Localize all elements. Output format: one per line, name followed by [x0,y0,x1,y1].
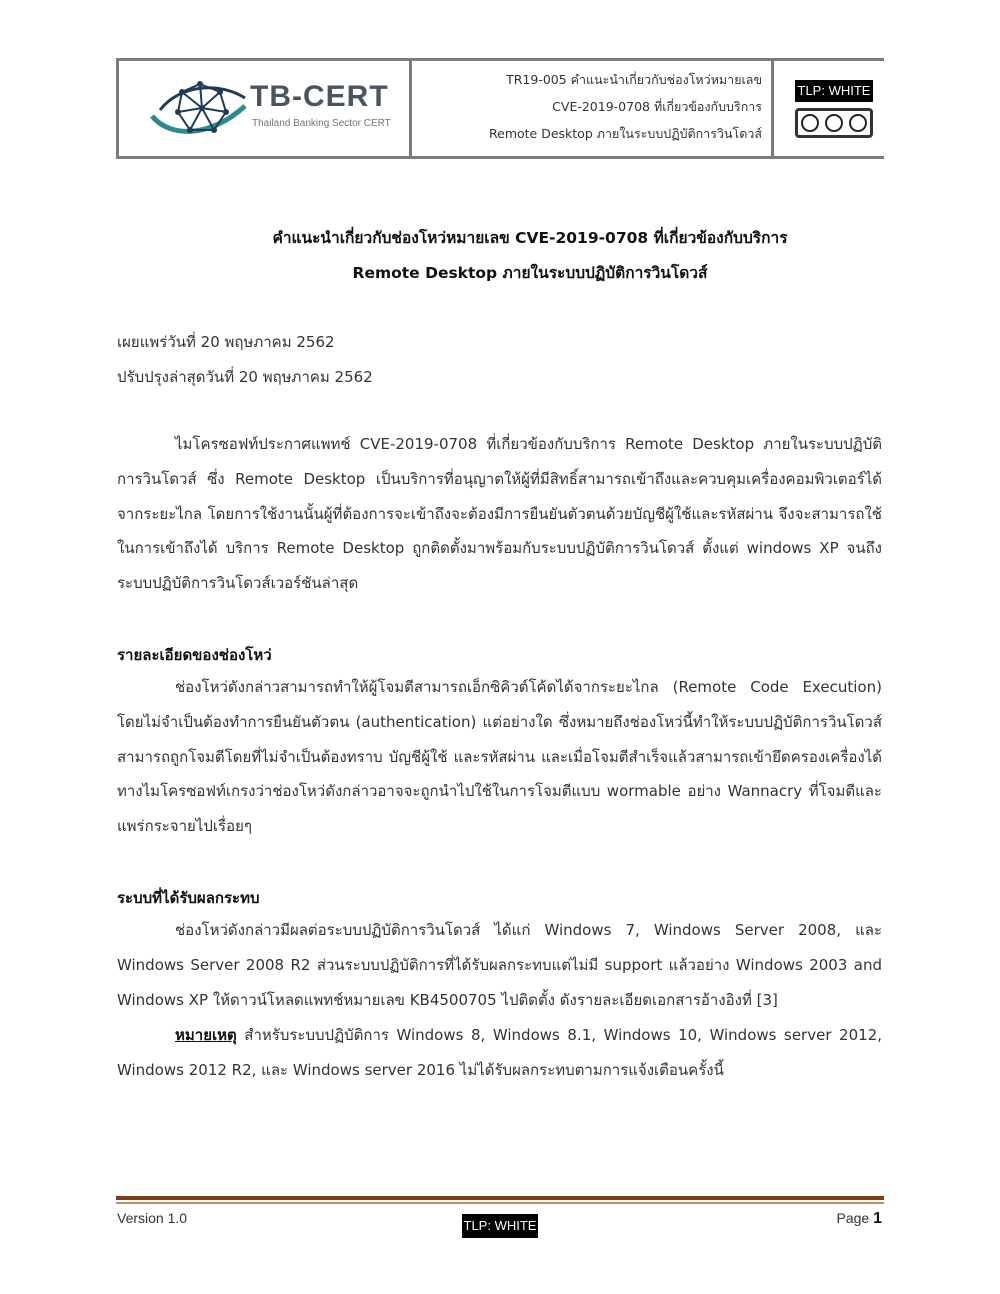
light-circle-icon [825,114,843,132]
logo-subtitle: Thailand Banking Sector CERT [252,118,391,129]
intro-paragraph [117,427,882,601]
tlp-badge: TLP: WHITE [795,80,873,102]
document-title-line-2: Remote Desktop ภายในระบบปฏิบัติการวินโดวส์ [352,264,708,282]
section-text: ช่องโหว่ดังกล่าวสามารถทำให้ผู้โจมตีสามารถเอ็กซิคิวต์โค้ดได้จากระยะไกล (Remote Code Execution) โดยไม่จำเป็นต้องทำการยืนยันตัวตน (authentication) แต่อย่างใด ซึ่งหมายถึงช่องโหว่นี้ทำให้ระบบปฏิบัติการวินโดวส์สามารถถูกโจมตีโดยที่ไม่จำเป็นต้องทราบ บัญชีผู้ใช้ และรหัสผ่าน และเมื่อโจมตีสำเร็จแล้วสามารถเข้ายึดครองเครื่องได้ ทางไมโครซอฟท์เกรงว่าช่องโหว่ดังกล่าวอาจจะถูกนำไปใช้ในการโจมตีแบบ wormable อย่าง Wannacry ที่โจมตีและแพร่กระจายไปเรื่อยๆ [117,678,882,836]
section-heading-vulnerability-details: รายละเอียดของช่องโหว่ [117,646,272,664]
header-doc-line: CVE-2019-0708 ที่เกี่ยวข้องกับบริการ [552,99,762,114]
footer-rule [116,1196,884,1200]
section-body-affected-systems [117,913,882,1017]
intro-text: ไมโครซอฟท์ประกาศแพทช์ CVE-2019-0708 ที่เกี่ยวข้องกับบริการ Remote Desktop ภายในระบบปฏิบัติการวินโดวส์ ซึ่ง Remote Desktop เป็นบริการที่อนุญาตให้ผู้ที่มีสิทธิ์สามารถเข้าถึงและควบคุมเครื่องคอมพิวเตอร์ได้จากระยะไกล โดยการใช้งานนั้นผู้ที่ต้องการจะเข้าถึงจะต้องมีการยืนยันตัวตนด้วยบัญชีผู้ใช้และรหัสผ่าน จึงจะสามารถใช้ในการเข้าถึงได้ บริการ Remote Desktop ถูกติดตั้งมาพร้อมกับระบบปฏิบัติการวินโดวส์ ตั้งแต่ windows XP จนถึงระบบปฏิบัติการวินโดวส์เวอร์ชันล่าสุด [117,435,882,593]
note-paragraph [117,1018,882,1088]
header-top-rule [116,58,884,61]
header-doc-line: Remote Desktop ภายในระบบปฏิบัติการวินโดวส์ [489,126,762,141]
note-text: สำหรับระบบปฏิบัติการ Windows 8, Windows 8.1, Windows 10, Windows server 2012, Windows 2012 R2, และ Windows server 2016 ไม่ได้รับผลกระทบตามการแจ้งเตือนครั้งนี้ [117,1026,882,1079]
page-number: 1 [873,1210,882,1227]
page-label: Page [836,1210,870,1226]
header-doc-reference [489,70,762,151]
section-body-vulnerability-details [117,670,882,844]
header-divider-1 [409,58,412,159]
published-date: เผยแพร่วันที่ 20 พฤษภาคม 2562 [117,333,335,351]
traffic-light-icon [795,108,873,138]
light-circle-icon [849,114,867,132]
footer-page-number [837,1210,883,1228]
header-divider-2 [771,58,774,159]
note-label: หมายเหตุ [175,1026,237,1044]
header-bottom-rule [116,156,884,159]
section-text: ช่องโหว่ดังกล่าวมีผลต่อระบบปฏิบัติการวินโดวส์ ได้แก่ Windows 7, Windows Server 2008, และ Windows Server 2008 R2 ส่วนระบบปฏิบัติการที่ได้รับผลกระทบแต่ไม่มี support แล้วอย่าง Windows 2003 and Windows XP ให้ดาวน์โหลดแพทช์หมายเลข KB4500705 ไปติดตั้ง ดังรายละเอียดเอกสารอ้างอิงที่ [3] [117,921,882,1009]
section-heading-affected-systems: ระบบที่ได้รับผลกระทบ [117,889,260,907]
footer-rule-accent [116,1202,884,1204]
header-doc-line: TR19-005 คำแนะนำเกี่ยวกับช่องโหว่หมายเลข [506,72,762,87]
logo-wordmark: TB-CERT [250,80,389,113]
light-circle-icon [801,114,819,132]
footer-version: Version 1.0 [117,1210,188,1226]
document-title-line-1: คำแนะนำเกี่ยวกับช่องโหว่หมายเลข CVE-2019-0708 ที่เกี่ยวข้องกับบริการ [272,229,788,247]
updated-date: ปรับปรุงล่าสุดวันที่ 20 พฤษภาคม 2562 [117,368,373,386]
header-left-border [116,58,119,159]
footer-tlp-badge: TLP: WHITE [462,1214,538,1238]
